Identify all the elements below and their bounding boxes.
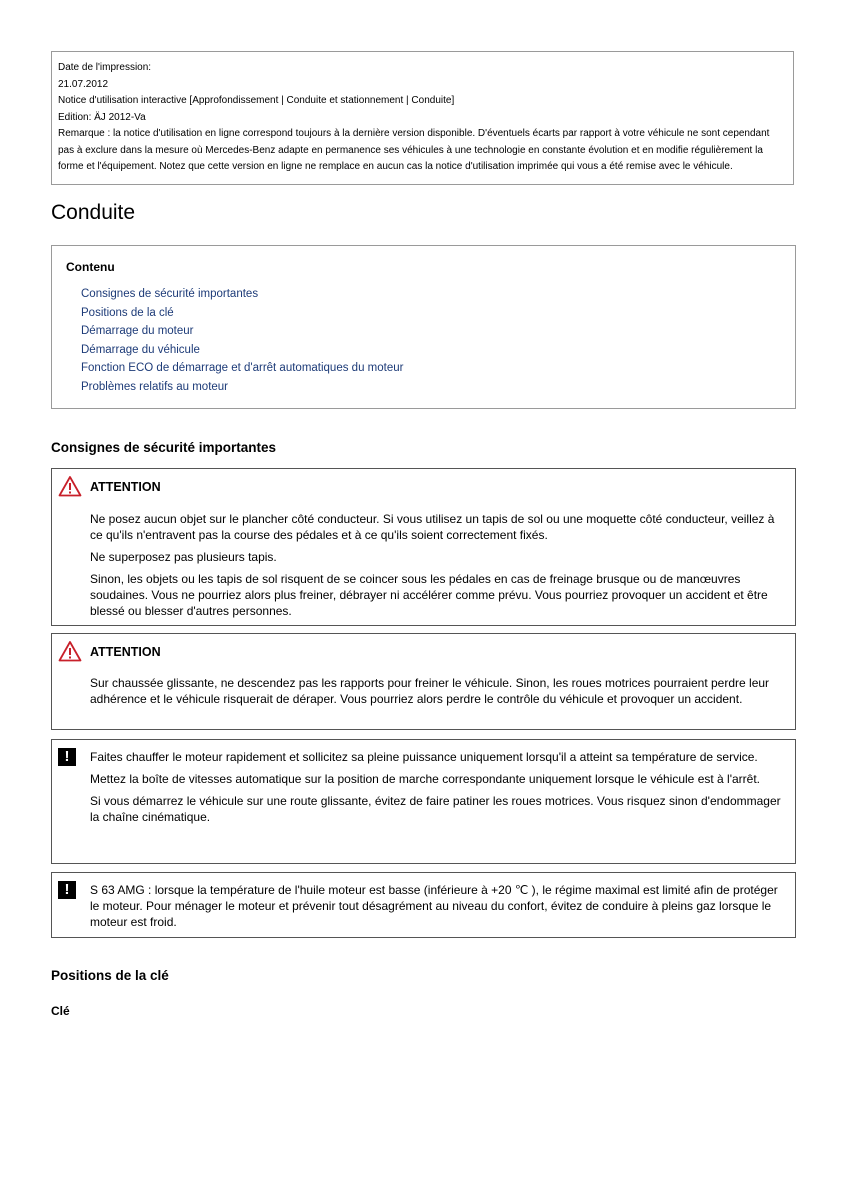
- toc-link-vehicle-start[interactable]: Démarrage du véhicule: [81, 343, 200, 356]
- warning-triangle-icon: [58, 475, 82, 497]
- toc-heading: Contenu: [66, 260, 115, 274]
- warning-paragraph: Ne superposez pas plusieurs tapis.: [90, 550, 277, 564]
- toc-link-key-positions[interactable]: Positions de la clé: [81, 306, 174, 319]
- warning-body: [90, 675, 785, 713]
- note-paragraph: Faites chauffer le moteur rapidement et sollicitez sa pleine puissance uniquement lorsqu'il a atteint sa température de service.: [90, 750, 758, 764]
- exclamation-square-icon: !: [58, 748, 76, 766]
- note-paragraph: Mettez la boîte de vitesses automatique sur la position de marche correspondante uniquement lorsque le véhicule est à l'arrêt.: [90, 772, 761, 786]
- edition: Edition: ÄJ 2012-Va: [58, 111, 146, 123]
- print-header: [51, 51, 794, 185]
- note-body: [90, 749, 785, 831]
- warning-triangle-icon: [58, 640, 82, 662]
- warning-box-1: [51, 468, 796, 626]
- warning-paragraph: Ne posez aucun objet sur le plancher côté conducteur. Si vous utilisez un tapis de sol ou une moquette côté conducteur, veillez à ce qu'ils n'entravent pas la course des pédales et à ce qu'ils soient correctement fixés.: [90, 512, 775, 542]
- toc-list: [81, 285, 403, 397]
- toc-link-engine-problems[interactable]: Problèmes relatifs au moteur: [81, 380, 229, 393]
- warning-title: ATTENTION: [90, 645, 161, 659]
- section-heading-safety: Consignes de sécurité importantes: [51, 440, 277, 455]
- print-date-label: Date de l'impression:: [58, 62, 152, 73]
- warning-paragraph: Sur chaussée glissante, ne descendez pas les rapports pour freiner le véhicule. Sinon, les roues motrices pourraient perdre leur adhérence et le véhicule risquerait de déraper. Vous pourriez alors perdre le contrôle du véhicule et provoquer un accident.: [90, 676, 770, 706]
- table-of-contents: [51, 245, 796, 409]
- subheading-key: Clé: [51, 1004, 70, 1018]
- note-paragraph: S 63 AMG : lorsque la température de l'huile moteur est basse (inférieure à +20 ℃ ), le régime maximal est limité afin de protéger le moteur. Pour ménager le moteur et prévenir tout désagrément au niveau du confort, évitez de conduire à pleins gaz lorsque le moteur est froid.: [90, 883, 778, 929]
- warning-title: ATTENTION: [90, 480, 161, 494]
- warning-box-2: [51, 633, 796, 730]
- section-heading-key-positions: Positions de la clé: [51, 968, 169, 983]
- toc-link-safety[interactable]: Consignes de sécurité importantes: [81, 288, 259, 300]
- print-date: 21.07.2012: [58, 78, 109, 90]
- note-box-1: [51, 739, 796, 864]
- toc-link-eco-start-stop[interactable]: Fonction ECO de démarrage et d'arrêt automatiques du moteur: [81, 362, 404, 375]
- breadcrumb: Notice d'utilisation interactive [Approfondissement | Conduite et stationnement | Conduite]: [58, 95, 455, 106]
- warning-body: [90, 511, 785, 625]
- note-box-2: [51, 872, 796, 938]
- exclamation-square-icon: !: [58, 881, 76, 899]
- note-body: [90, 882, 785, 936]
- remark: Remarque : la notice d'utilisation en ligne correspond toujours à la dernière version disponible. D'éventuels écarts par rapport à votre véhicule ne sont cependant pas à exclure dans la mesure où Mercedes-Benz adapte en permanence ses véhicules à une technologie en constante évolution et en modifie régulièrement la forme et l'équipement. Notez que cette version en ligne ne remplace en aucun cas la notice d'utilisation imprimée qui vous a été remise avec le véhicule.: [58, 128, 770, 172]
- note-paragraph: Si vous démarrez le véhicule sur une route glissante, évitez de faire patiner les roues motrices. Vous risquez sinon d'endommager la chaîne cinématique.: [90, 794, 781, 824]
- warning-paragraph: Sinon, les objets ou les tapis de sol risquent de se coincer sous les pédales en cas de freinage brusque ou de manœuvres soudaines. Vous ne pourriez alors plus freiner, débrayer ni accélérer comme prévu. Vous pourriez provoquer un accident et être blessé ou blesser d'autres personnes.: [90, 572, 768, 618]
- toc-link-engine-start[interactable]: Démarrage du moteur: [81, 325, 194, 338]
- page-title: Conduite: [51, 201, 136, 224]
